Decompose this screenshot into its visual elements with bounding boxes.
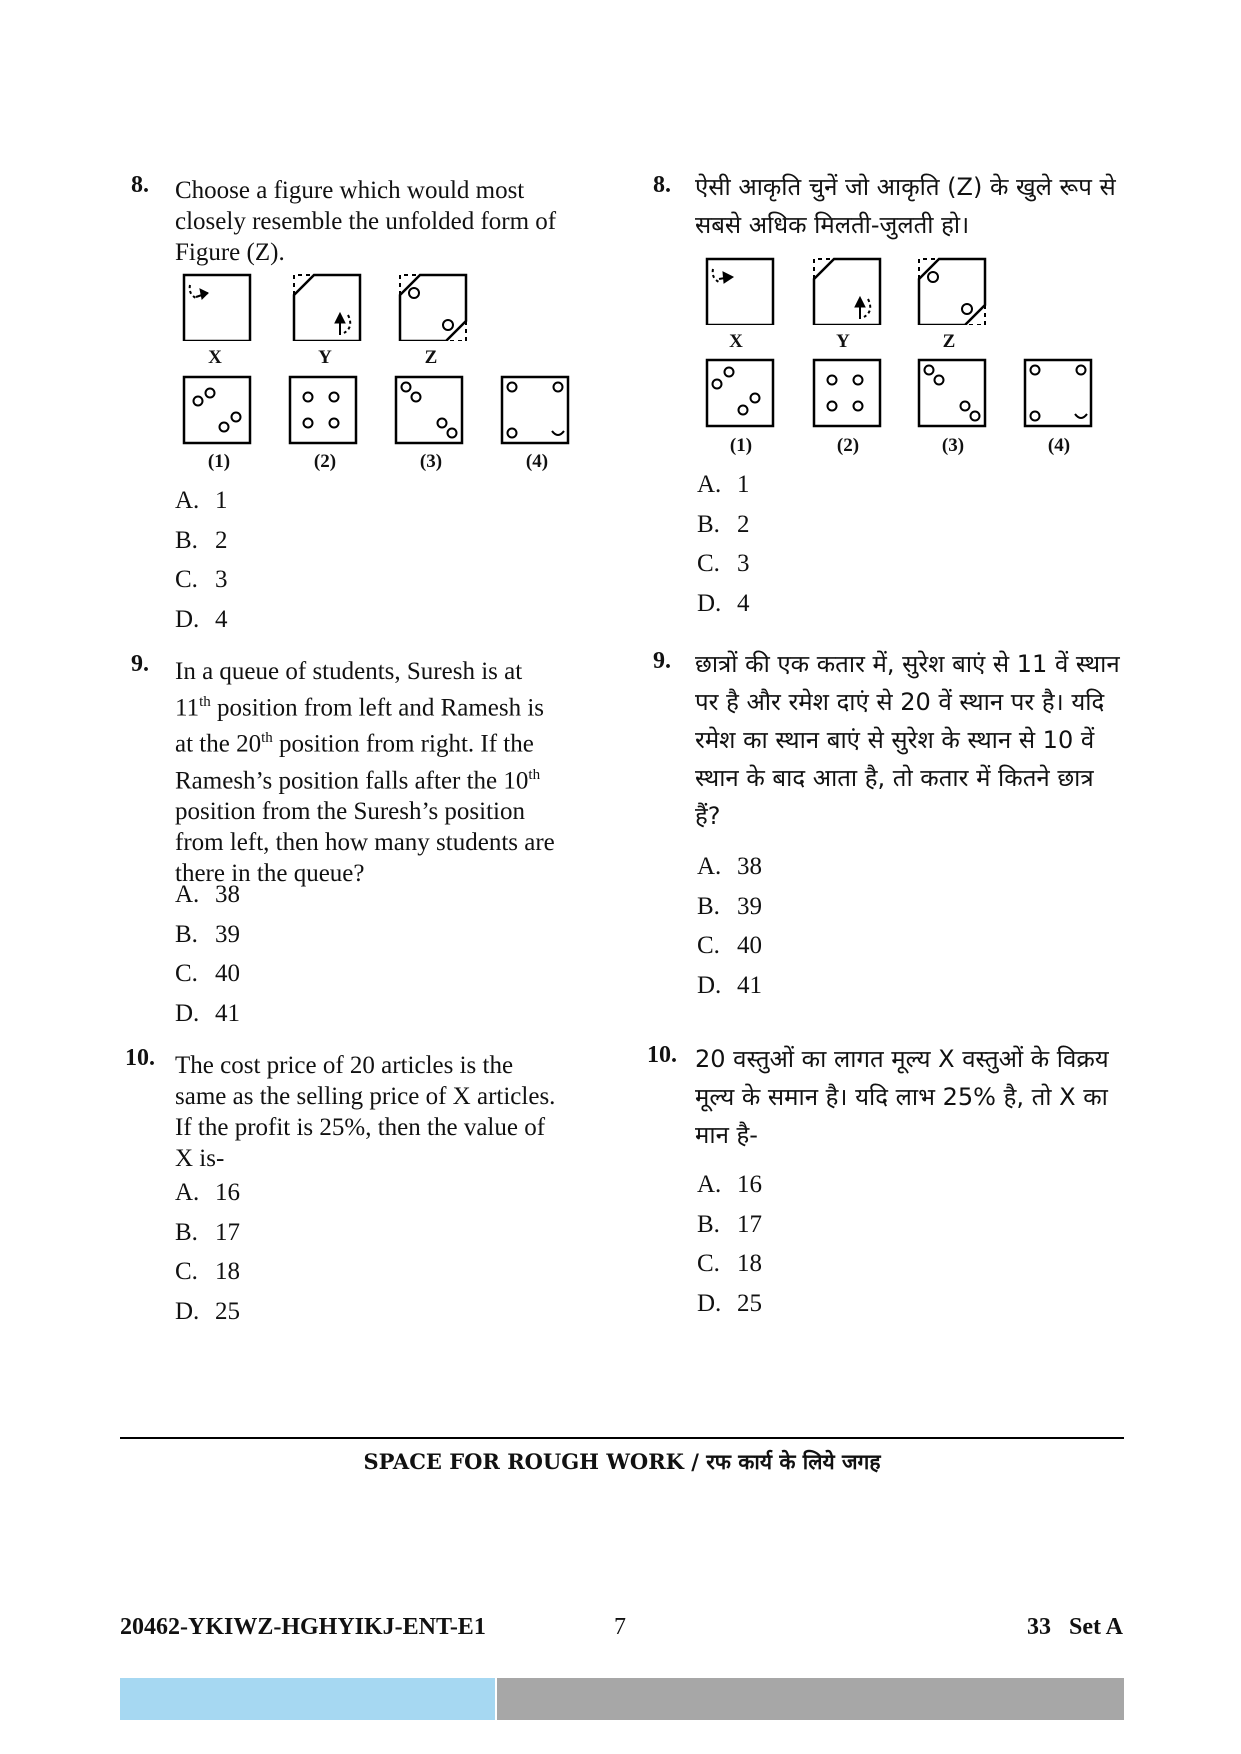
question-number: 8. (653, 172, 671, 198)
figure-z (919, 259, 985, 325)
answer-figures (180, 373, 580, 445)
answer-figure-3 (919, 360, 985, 426)
answer-figure-label: (3) (941, 435, 965, 456)
figure-y (294, 275, 360, 341)
answer-figure-2 (814, 360, 880, 426)
option-a[interactable]: A. 16 (697, 1171, 762, 1198)
option-d[interactable]: D. 25 (175, 1297, 240, 1325)
answer-figure-label: (1) (207, 451, 231, 472)
figure-label-z: Z (424, 347, 438, 368)
option-c[interactable]: C. 18 (175, 1258, 240, 1285)
option-d[interactable]: D. 25 (697, 1289, 762, 1317)
figure-x (707, 259, 773, 325)
footer-bar-blue (120, 1678, 495, 1720)
set-label: 33 Set A (1027, 1614, 1123, 1640)
answer-options (697, 1170, 762, 1328)
option-a[interactable]: A. 1 (697, 471, 750, 498)
answer-figure-label: (4) (1047, 435, 1071, 456)
option-a[interactable]: A. 38 (697, 853, 762, 880)
rough-work-heading: SPACE FOR ROUGH WORK / रफ कार्य के लिये जगह (363, 1449, 881, 1474)
question-text: The cost price of 20 articles is the same as the selling price of X articles. If the profit is 25%, then the value of X is- (175, 1052, 556, 1172)
option-a[interactable]: A. 1 (175, 487, 228, 514)
answer-options (175, 1178, 240, 1336)
answer-options (175, 880, 240, 1038)
figure-label-z: Z (942, 331, 956, 352)
option-c[interactable]: C. 18 (697, 1250, 762, 1277)
option-d[interactable]: D. 41 (175, 999, 240, 1027)
option-b[interactable]: B. 39 (697, 892, 762, 920)
question-text-hindi: छात्रों की एक कतार में, सुरेश बाएं से 11 वें स्थान पर है और रमेश दाएं से 20 वें स्थान पर है। यदि रमेश का स्थान बाएं से सुरेश के स्थान से 10 वें स्थान के बाद आता है, तो कतार में कितने छात्र हैं? (695, 650, 1120, 830)
option-a[interactable]: A. 16 (175, 1179, 240, 1206)
paper-code: 20462-YKIWZ-HGHYIKJ-ENT-E1 (120, 1614, 486, 1640)
option-a[interactable]: A. 38 (175, 881, 240, 908)
option-c[interactable]: C. 40 (697, 932, 762, 959)
answer-figure-1 (707, 360, 773, 426)
option-b[interactable]: B. 2 (697, 510, 750, 538)
option-d[interactable]: D. 4 (175, 605, 228, 633)
option-c[interactable]: C. 3 (697, 550, 750, 577)
answer-figure-1 (184, 377, 250, 443)
question-number: 9. (653, 648, 671, 674)
answer-figure-label: (2) (836, 435, 860, 456)
option-b[interactable]: B. 17 (697, 1210, 762, 1238)
figure-label-y: Y (836, 331, 850, 352)
question-number: 9. (131, 651, 149, 677)
answer-figure-label: (4) (525, 451, 549, 472)
question-number: 10. (125, 1045, 155, 1071)
figure-label-y: Y (318, 347, 332, 368)
answer-figure-4 (1025, 360, 1091, 426)
question-number: 8. (131, 172, 149, 198)
option-b[interactable]: B. 17 (175, 1218, 240, 1246)
folded-figures-xyz (703, 255, 1003, 325)
answer-options (697, 470, 750, 628)
footer-bar-gray (497, 1678, 1124, 1720)
figure-label-x: X (208, 347, 222, 368)
divider-line (120, 1437, 1124, 1439)
answer-figure-label: (3) (419, 451, 443, 472)
option-b[interactable]: B. 2 (175, 526, 228, 554)
answer-figure-2 (290, 377, 356, 443)
option-c[interactable]: C. 3 (175, 566, 228, 593)
answer-figure-4 (502, 377, 568, 443)
answer-figure-label: (1) (729, 435, 753, 456)
question-text-hindi: ऐसी आकृति चुनें जो आकृति (Z) के खुले रूप से सबसे अधिक मिलती-जुलती हो। (695, 173, 1116, 239)
option-c[interactable]: C. 40 (175, 960, 240, 987)
answer-options (697, 852, 762, 1010)
option-b[interactable]: B. 39 (175, 920, 240, 948)
folded-figures-xyz (180, 271, 480, 341)
page-number: 7 (614, 1614, 626, 1640)
answer-figure-3 (396, 377, 462, 443)
option-d[interactable]: D. 41 (697, 971, 762, 999)
figure-label-x: X (729, 331, 743, 352)
answer-options (175, 486, 228, 644)
question-text: Choose a figure which would most closely resemble the unfolded form of Figure (Z). (175, 177, 557, 266)
answer-figures (703, 356, 1103, 428)
option-d[interactable]: D. 4 (697, 589, 750, 617)
figure-x (184, 275, 250, 341)
question-text: In a queue of students, Suresh is at 11th position from left and Ramesh is at the 20th position from right. If the Ramesh’s position falls after the 10th position from the Suresh’s position from left, then how many students are there in the queue? (175, 658, 555, 887)
answer-figure-label: (2) (313, 451, 337, 472)
question-text-hindi: 20 वस्तुओं का लागत मूल्य X वस्तुओं के विक्रय मूल्य के समान है। यदि लाभ 25% है, तो X का मान है- (695, 1045, 1109, 1149)
question-number: 10. (647, 1042, 677, 1068)
figure-y (814, 259, 880, 325)
figure-z (400, 275, 466, 341)
